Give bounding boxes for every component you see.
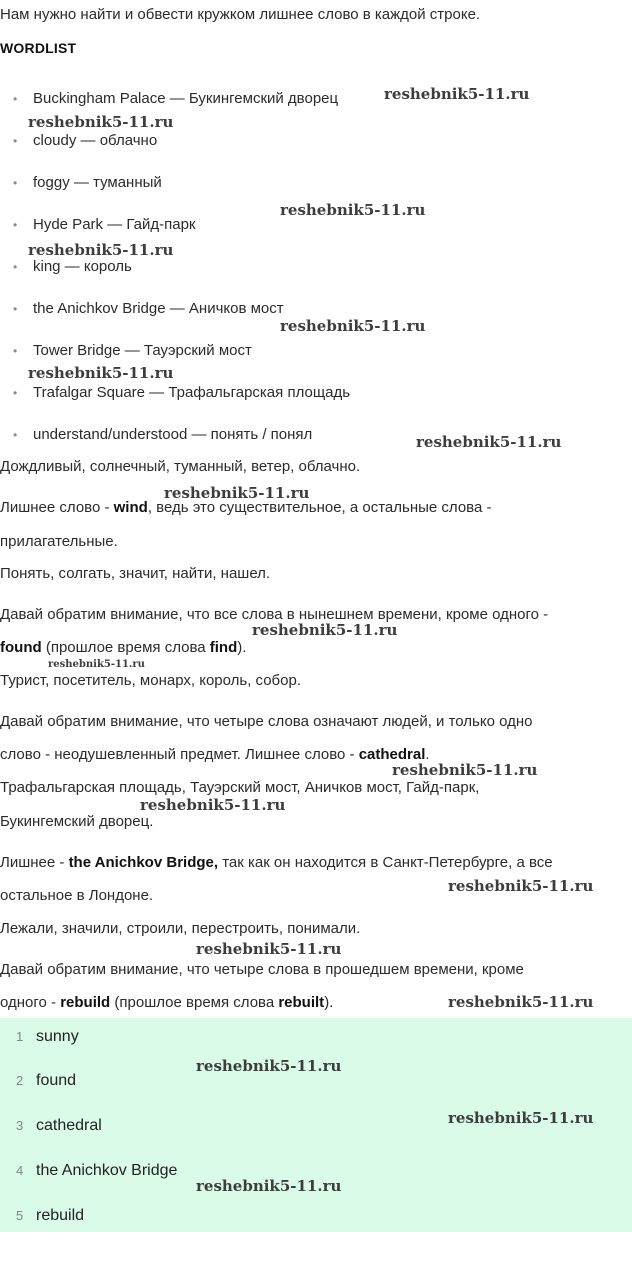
watermark: reshebnik5-11.ru bbox=[196, 1057, 342, 1075]
list-item: • foggy — туманный bbox=[13, 174, 162, 191]
watermark: reshebnik5-11.ru bbox=[48, 659, 145, 670]
list-item: • Hyde Park — Гайд-парк bbox=[13, 216, 196, 233]
answer-row: 5 rebuild bbox=[16, 1207, 85, 1224]
list-item: • Tower Bridge — Тауэрский мост bbox=[13, 342, 252, 359]
row2-explanation: Давай обратим внимание, что все слова в нынешнем времени, кроме одного - bbox=[0, 606, 549, 623]
bullet-icon: • bbox=[13, 134, 18, 148]
list-item: • Trafalgar Square — Трафальгарская площадь bbox=[13, 384, 351, 401]
watermark: reshebnik5-11.ru bbox=[140, 796, 286, 814]
row2-words: Понять, солгать, значит, найти, нашел. bbox=[0, 565, 271, 582]
row4-words-cont: Букингемский дворец. bbox=[0, 813, 154, 830]
list-item: • Buckingham Palace — Букингемский дворец bbox=[13, 90, 339, 107]
row3-explanation-cont: слово - неодушевленный предмет. Лишнее слово - cathedral. bbox=[0, 746, 430, 763]
watermark: reshebnik5-11.ru bbox=[164, 484, 310, 502]
row5-explanation-cont: одного - rebuild (прошлое время слова rebuilt). bbox=[0, 994, 334, 1011]
list-item: • understand/understood — понять / понял bbox=[13, 426, 313, 443]
watermark: reshebnik5-11.ru bbox=[280, 201, 426, 219]
bullet-icon: • bbox=[13, 92, 18, 106]
watermark: reshebnik5-11.ru bbox=[448, 877, 594, 895]
row1-explanation: Лишнее слово - wind, ведь это существительное, а остальные слова - bbox=[0, 499, 492, 516]
bullet-icon: • bbox=[13, 302, 18, 316]
watermark: reshebnik5-11.ru bbox=[392, 761, 538, 779]
bullet-icon: • bbox=[13, 386, 18, 400]
row4-explanation-cont: остальное в Лондоне. bbox=[0, 887, 154, 904]
answer-row: 3 cathedral bbox=[16, 1117, 102, 1134]
watermark: reshebnik5-11.ru bbox=[252, 621, 398, 639]
watermark: reshebnik5-11.ru bbox=[448, 1109, 594, 1127]
bullet-icon: • bbox=[13, 428, 18, 442]
watermark: reshebnik5-11.ru bbox=[384, 85, 530, 103]
wordlist-heading: WORDLIST bbox=[0, 40, 77, 56]
bullet-icon: • bbox=[13, 218, 18, 232]
row1-words: Дождливый, солнечный, туманный, ветер, облачно. bbox=[0, 458, 361, 475]
row3-words: Турист, посетитель, монарх, король, собор. bbox=[0, 672, 301, 689]
watermark: reshebnik5-11.ru bbox=[28, 241, 174, 259]
answer-row: 1 sunny bbox=[16, 1028, 79, 1045]
bullet-icon: • bbox=[13, 344, 18, 358]
watermark: reshebnik5-11.ru bbox=[416, 433, 562, 451]
watermark: reshebnik5-11.ru bbox=[448, 993, 594, 1011]
bullet-icon: • bbox=[13, 260, 18, 274]
watermark: reshebnik5-11.ru bbox=[280, 317, 426, 335]
list-item: • cloudy — облачно bbox=[13, 132, 158, 149]
row3-explanation: Давай обратим внимание, что четыре слова означают людей, и только одно bbox=[0, 713, 533, 730]
row4-explanation: Лишнее - the Anichkov Bridge, так как он находится в Санкт-Петербурге, а все bbox=[0, 854, 553, 871]
row5-words: Лежали, значили, строили, перестроить, понимали. bbox=[0, 920, 361, 937]
row1-explanation-cont: прилагательные. bbox=[0, 533, 118, 550]
row4-words: Трафальгарская площадь, Тауэрский мост, Аничков мост, Гайд-парк, bbox=[0, 779, 480, 796]
watermark: reshebnik5-11.ru bbox=[28, 364, 174, 382]
row5-explanation: Давай обратим внимание, что четыре слова в прошедшем времени, кроме bbox=[0, 961, 524, 978]
answer-row: 4 the Anichkov Bridge bbox=[16, 1162, 178, 1179]
watermark: reshebnik5-11.ru bbox=[196, 940, 342, 958]
list-item: • king — король bbox=[13, 258, 132, 275]
bullet-icon: • bbox=[13, 176, 18, 190]
answer-row: 2 found bbox=[16, 1072, 77, 1089]
watermark: reshebnik5-11.ru bbox=[196, 1177, 342, 1195]
watermark: reshebnik5-11.ru bbox=[28, 113, 174, 131]
list-item: • the Anichkov Bridge — Аничков мост bbox=[13, 300, 284, 317]
row2-explanation-cont: found (прошлое время слова find). bbox=[0, 639, 247, 656]
intro-text: Нам нужно найти и обвести кружком лишнее слово в каждой строке. bbox=[0, 6, 481, 23]
